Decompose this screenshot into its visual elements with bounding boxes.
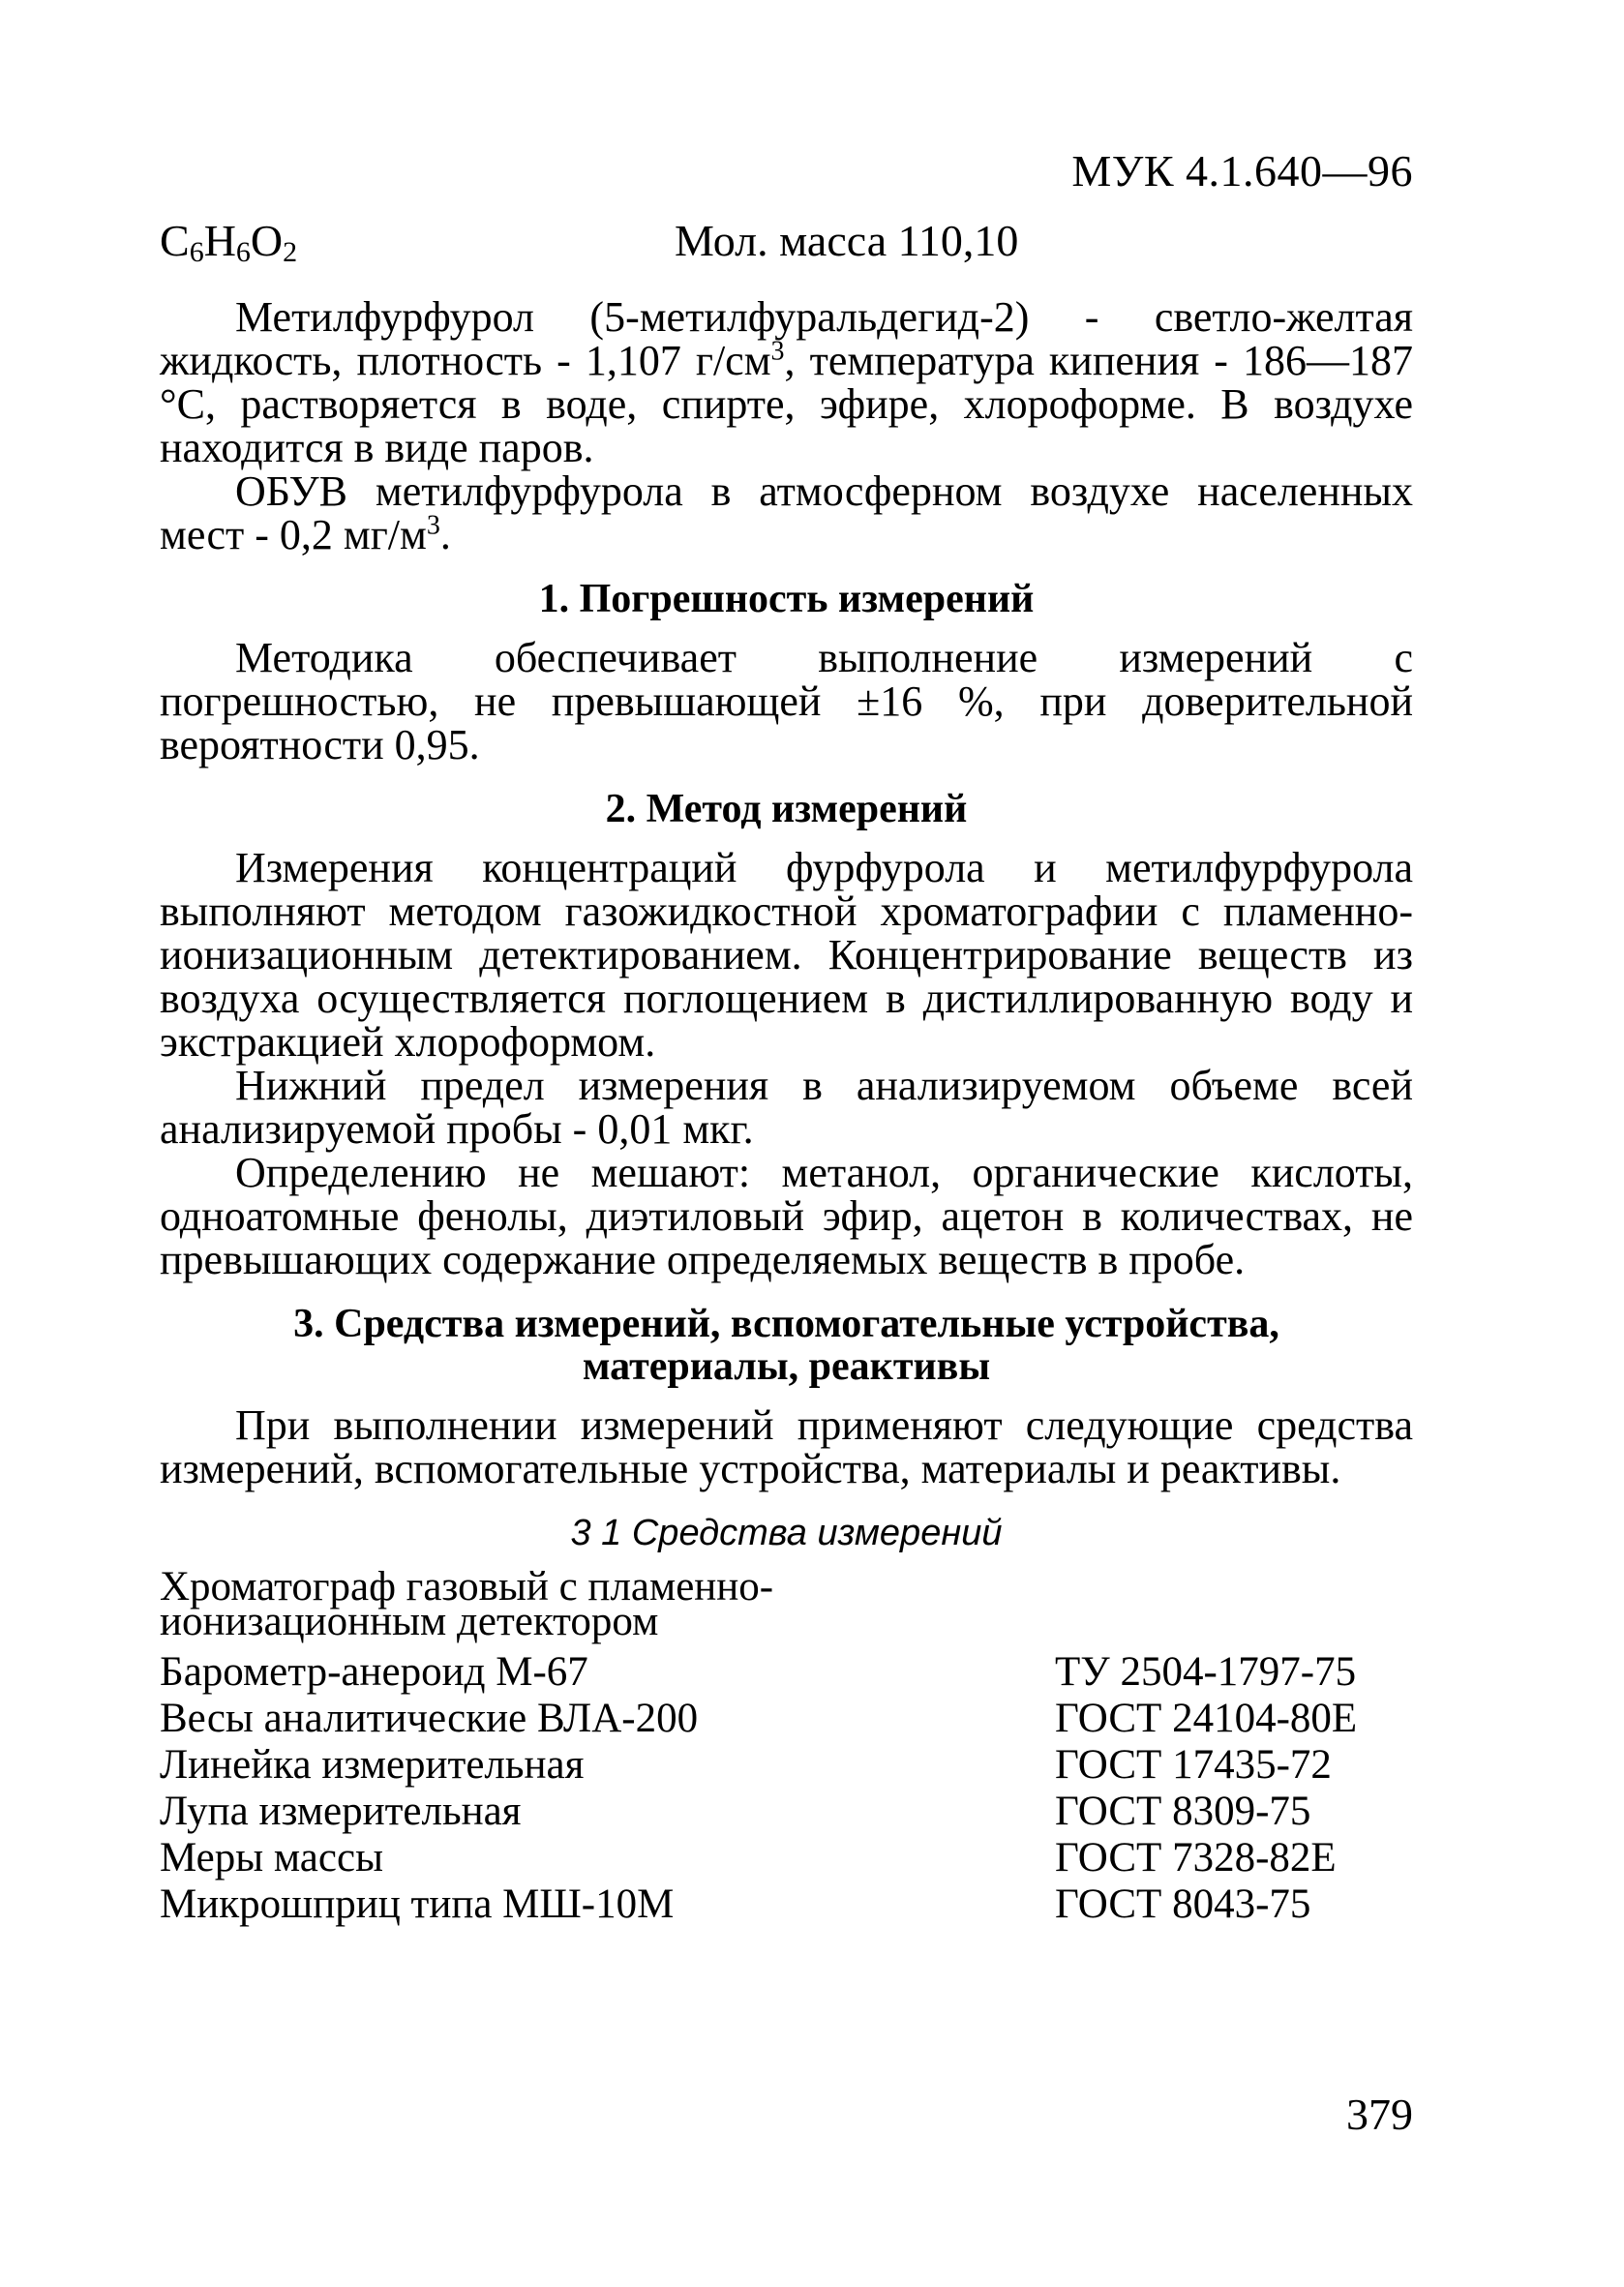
intro-p2-text-b: . [439, 511, 451, 558]
equipment-name: Линейка измерительная [160, 1742, 585, 1788]
equipment-name: Весы аналитические ВЛА-200 [160, 1696, 699, 1741]
section-2-heading: 2. Метод измерений [605, 787, 968, 831]
equipment-name-line-1: Хроматограф газовый с пламенно- [160, 1564, 774, 1610]
section-2-paragraph-3: Определению не мешают: метанол, органические кислоты, одноатомные фенолы, диэтиловый эфир, ацетон в количествах, не превышающих содержание определяемых веществ в пробе. [160, 1149, 1413, 1283]
table-row [160, 1649, 1408, 1696]
document-code: МУК 4.1.640—96 [1071, 146, 1413, 196]
equipment-standard: ГОСТ 8309-75 [1055, 1789, 1311, 1834]
intro-p2-superscript: 3 [426, 510, 440, 541]
equipment-standard: ТУ 2504-1797-75 [1055, 1649, 1357, 1695]
intro-p2-text-a: ОБУВ метилфурфурола в атмосферном воздухе населенных мест - 0,2 мг/м [160, 467, 1413, 558]
section-3-heading-line-2: материалы, реактивы [582, 1344, 991, 1389]
intro-paragraph-2 [160, 469, 1413, 557]
formula-subscript-c: 6 [189, 236, 204, 268]
spacer [160, 767, 1413, 788]
spacer [160, 1281, 1413, 1303]
intro-p1-text-b: , температура кипения - 186—187 °С, растворяется в воде, спирте, эфире, хлороформе. В воздухе находится в виде паров. [160, 337, 1414, 471]
equipment-name: Меры массы [160, 1835, 383, 1881]
table-row [160, 1570, 1408, 1649]
section-2-paragraph-2: Нижний предел измерения в анализируемом объеме всей анализируемой пробы - 0,01 мкг. [160, 1062, 1413, 1153]
formula-subscript-h: 6 [235, 236, 251, 268]
section-3-heading [160, 1303, 1413, 1388]
equipment-name [160, 1564, 1055, 1649]
page-number: 379 [1346, 2090, 1413, 2139]
equipment-name-line-2: ионизационным детектором [160, 1599, 659, 1644]
section-3-heading-line-1: 3. Средства измерений, вспомогательные устройства, [293, 1302, 1279, 1346]
equipment-name: Барометр-анероид М-67 [160, 1649, 588, 1695]
formula-element-o: O [250, 216, 284, 265]
spacer [160, 557, 1413, 578]
section-1-heading: 1. Погрешность измерений [538, 577, 1035, 621]
equipment-standard: ГОСТ 8043-75 [1055, 1881, 1311, 1927]
formula-element-c: C [160, 216, 190, 265]
table-row [160, 1742, 1408, 1789]
formula-subscript-o: 2 [283, 236, 298, 268]
equipment-standard [1055, 1570, 1408, 1649]
section-3-paragraph-1: При выполнении измерений применяют следующие средства измерений, вспомогательные устройства, материалы и реактивы. [160, 1401, 1413, 1492]
intro-p1-text-a: Метилфурфурол (5-метилфуральдегид-2) - светло-желтая жидкость, плотность - 1,107 г/см [160, 293, 1413, 384]
chemical-formula [160, 215, 297, 269]
table-row [160, 1881, 1408, 1928]
formula-element-h: H [203, 216, 236, 265]
equipment-name: Лупа измерительная [160, 1789, 522, 1834]
spacer [160, 1490, 1413, 1512]
table-row [160, 1835, 1408, 1881]
intro-p1-superscript: 3 [770, 336, 785, 367]
equipment-table [160, 1564, 1408, 1928]
equipment-name: Микрошприц типа МШ-10М [160, 1881, 675, 1927]
intro-paragraph-1 [160, 295, 1413, 469]
molecular-mass: Мол. масса 110,10 [675, 216, 1019, 265]
table-row [160, 1696, 1408, 1742]
equipment-standard: ГОСТ 7328-82Е [1055, 1835, 1337, 1881]
section-2-paragraph-1: Измерения концентраций фурфурола и метилфурфурола выполняют методом газожидкостной хроматографии с пламенно-ионизационным детектированием. Концентрирование веществ из воздуха осуществляется поглощением в дистиллированную воду и экстракцией хлороформом. [160, 844, 1413, 1066]
equipment-standard: ГОСТ 24104-80Е [1055, 1696, 1358, 1741]
equipment-standard: ГОСТ 17435-72 [1055, 1742, 1332, 1788]
document-body [160, 295, 1413, 1928]
section-1-paragraph-1: Методика обеспечивает выполнение измерений с погрешностью, не превышающей ±16 %, при доверительной вероятности 0,95. [160, 634, 1413, 768]
table-row [160, 1789, 1408, 1835]
subsection-heading: 3 1 Средства измерений [570, 1513, 1003, 1553]
